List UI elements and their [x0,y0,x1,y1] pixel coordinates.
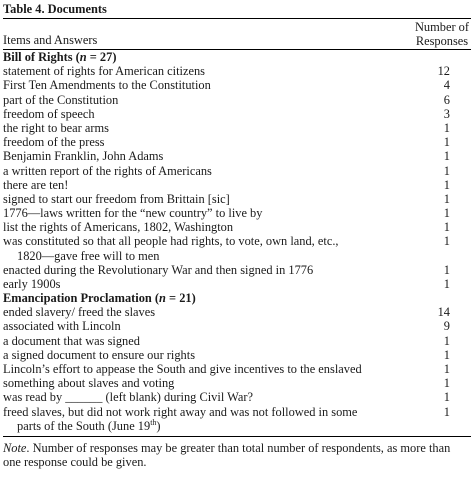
row-count: 1 [443,163,450,178]
row-answer-line1: was read by ______ (left blank) during Civil War? [3,390,253,405]
number-header [415,21,469,48]
row-answer [3,93,118,107]
row-answer-line1: a document that was signed [3,333,140,348]
table-row [3,305,471,319]
table-header [3,19,471,49]
table-row [3,263,471,277]
table-row [3,348,471,362]
table-row [3,121,471,135]
row-answer [3,305,155,319]
section-title-n: n [159,291,166,305]
row-answer-line1: freed slaves, but did not work right away and was not followed in some [3,404,358,419]
row-answer-line1: part of the Constitution [3,92,119,107]
table-row [3,277,471,291]
row-answer [3,121,109,135]
row-answer [3,220,233,234]
table-row [3,149,471,163]
section-title-n: n [79,50,87,64]
row-answer [3,319,121,333]
row-count: 1 [443,206,450,221]
documents-table [3,0,471,470]
line2-superscript: th [150,417,157,427]
row-count: 9 [443,319,450,334]
row-answer [3,348,195,362]
row-answer-line1: a signed document to ensure our rights [3,347,196,362]
table-caption: Table 4. Documents [3,2,107,16]
row-answer-line1: was constituted so that all people had rights, to vote, own land, etc., [3,234,339,249]
row-answer-line1: statement of rights for American citizens [3,64,205,79]
section-title-prefix: Bill of Rights ( [3,50,80,64]
table-row [3,192,471,206]
section-heading [3,291,471,305]
row-answer [3,405,423,433]
row-count: 6 [443,92,450,107]
number-header-line2: Responses [415,33,469,48]
row-answer [3,277,60,291]
row-answer [3,135,105,149]
items-header: Items and Answers [3,32,98,47]
section-title-suffix: = 27) [86,50,117,64]
row-answer-line1: the right to bear arms [3,120,109,135]
row-answer [3,376,174,390]
section-heading [3,50,471,64]
row-count: 1 [443,390,450,405]
row-answer [3,390,253,404]
row-answer [3,64,205,78]
row-answer [3,263,313,277]
table-row [3,135,471,149]
table-row [3,390,471,404]
row-count: 1 [443,347,450,362]
row-answer-line1: freedom of the press [3,135,105,150]
number-header-line1: Number of [414,20,469,34]
section-title-prefix: Emancipation Proclamation ( [3,291,160,305]
table-row [3,93,471,107]
table-row [3,376,471,390]
row-count: 1 [443,333,450,348]
table-note [3,441,471,470]
table-row [3,234,471,262]
row-answer-line1: associated with Lincoln [3,319,121,334]
row-count: 14 [437,305,450,320]
row-answer-line1: ended slavery/ freed the slaves [3,305,156,320]
row-answer-line2: 1820—gave free will to men [17,248,160,263]
row-answer [3,362,362,376]
row-count: 1 [443,234,450,249]
row-answer [3,107,95,121]
row-answer-line1: enacted during the Revolutionary War and then signed in 1776 [3,262,314,277]
row-count: 4 [443,78,450,93]
table-row [3,206,471,220]
row-answer-line1: First Ten Amendments to the Constitution [3,78,211,93]
table-row [3,334,471,348]
row-count: 1 [443,361,450,376]
row-answer-line2 [3,419,423,433]
row-count: 1 [443,376,450,391]
row-answer-line1: early 1900s [3,276,61,291]
row-answer-line1: 1776—laws written for the “new country” to live by [3,206,263,221]
row-answer-line1: list the rights of Americans, 1802, Washington [3,220,234,235]
row-count: 1 [443,191,450,206]
row-count: 1 [443,149,450,164]
table-row [3,178,471,192]
table-row [3,107,471,121]
line2-suffix: ) [156,418,161,433]
row-answer [3,164,212,178]
row-answer-line1: a written report of the rights of Americans [3,163,212,178]
note-label: Note [3,440,27,455]
row-answer [3,234,423,262]
row-answer-line1: freedom of speech [3,106,95,121]
table-row [3,78,471,92]
row-answer [3,192,230,206]
table-row [3,319,471,333]
row-answer [3,178,68,192]
table-body [3,50,471,433]
row-count: 12 [437,64,450,79]
row-count: 1 [443,135,450,150]
row-answer [3,334,140,348]
bottom-rule [3,436,471,437]
section-title-suffix: = 21) [165,291,196,305]
row-count: 1 [443,120,450,135]
table-row [3,64,471,78]
note-text: . Number of responses may be greater than total number of respondents, as more than one response could be given. [3,440,451,470]
row-answer [3,206,262,220]
row-answer [3,78,211,92]
table-row [3,405,471,433]
row-count: 1 [443,220,450,235]
row-answer [3,149,163,163]
line2-prefix: parts of the South (June 19 [17,418,151,433]
table-row [3,164,471,178]
row-answer-line1: Lincoln’s effort to appease the South and give incentives to the enslaved [3,361,362,376]
row-count: 1 [443,262,450,277]
row-count: 1 [443,276,450,291]
row-count: 3 [443,106,450,121]
table-row [3,220,471,234]
row-answer-line1: Benjamin Franklin, John Adams [3,149,164,164]
row-answer-line1: signed to start our freedom from Brittain [sic] [3,191,230,206]
row-answer-line1: there are ten! [3,177,69,192]
row-count: 1 [443,177,450,192]
row-count: 1 [443,404,450,419]
table-row [3,362,471,376]
row-answer-line1: something about slaves and voting [3,376,175,391]
